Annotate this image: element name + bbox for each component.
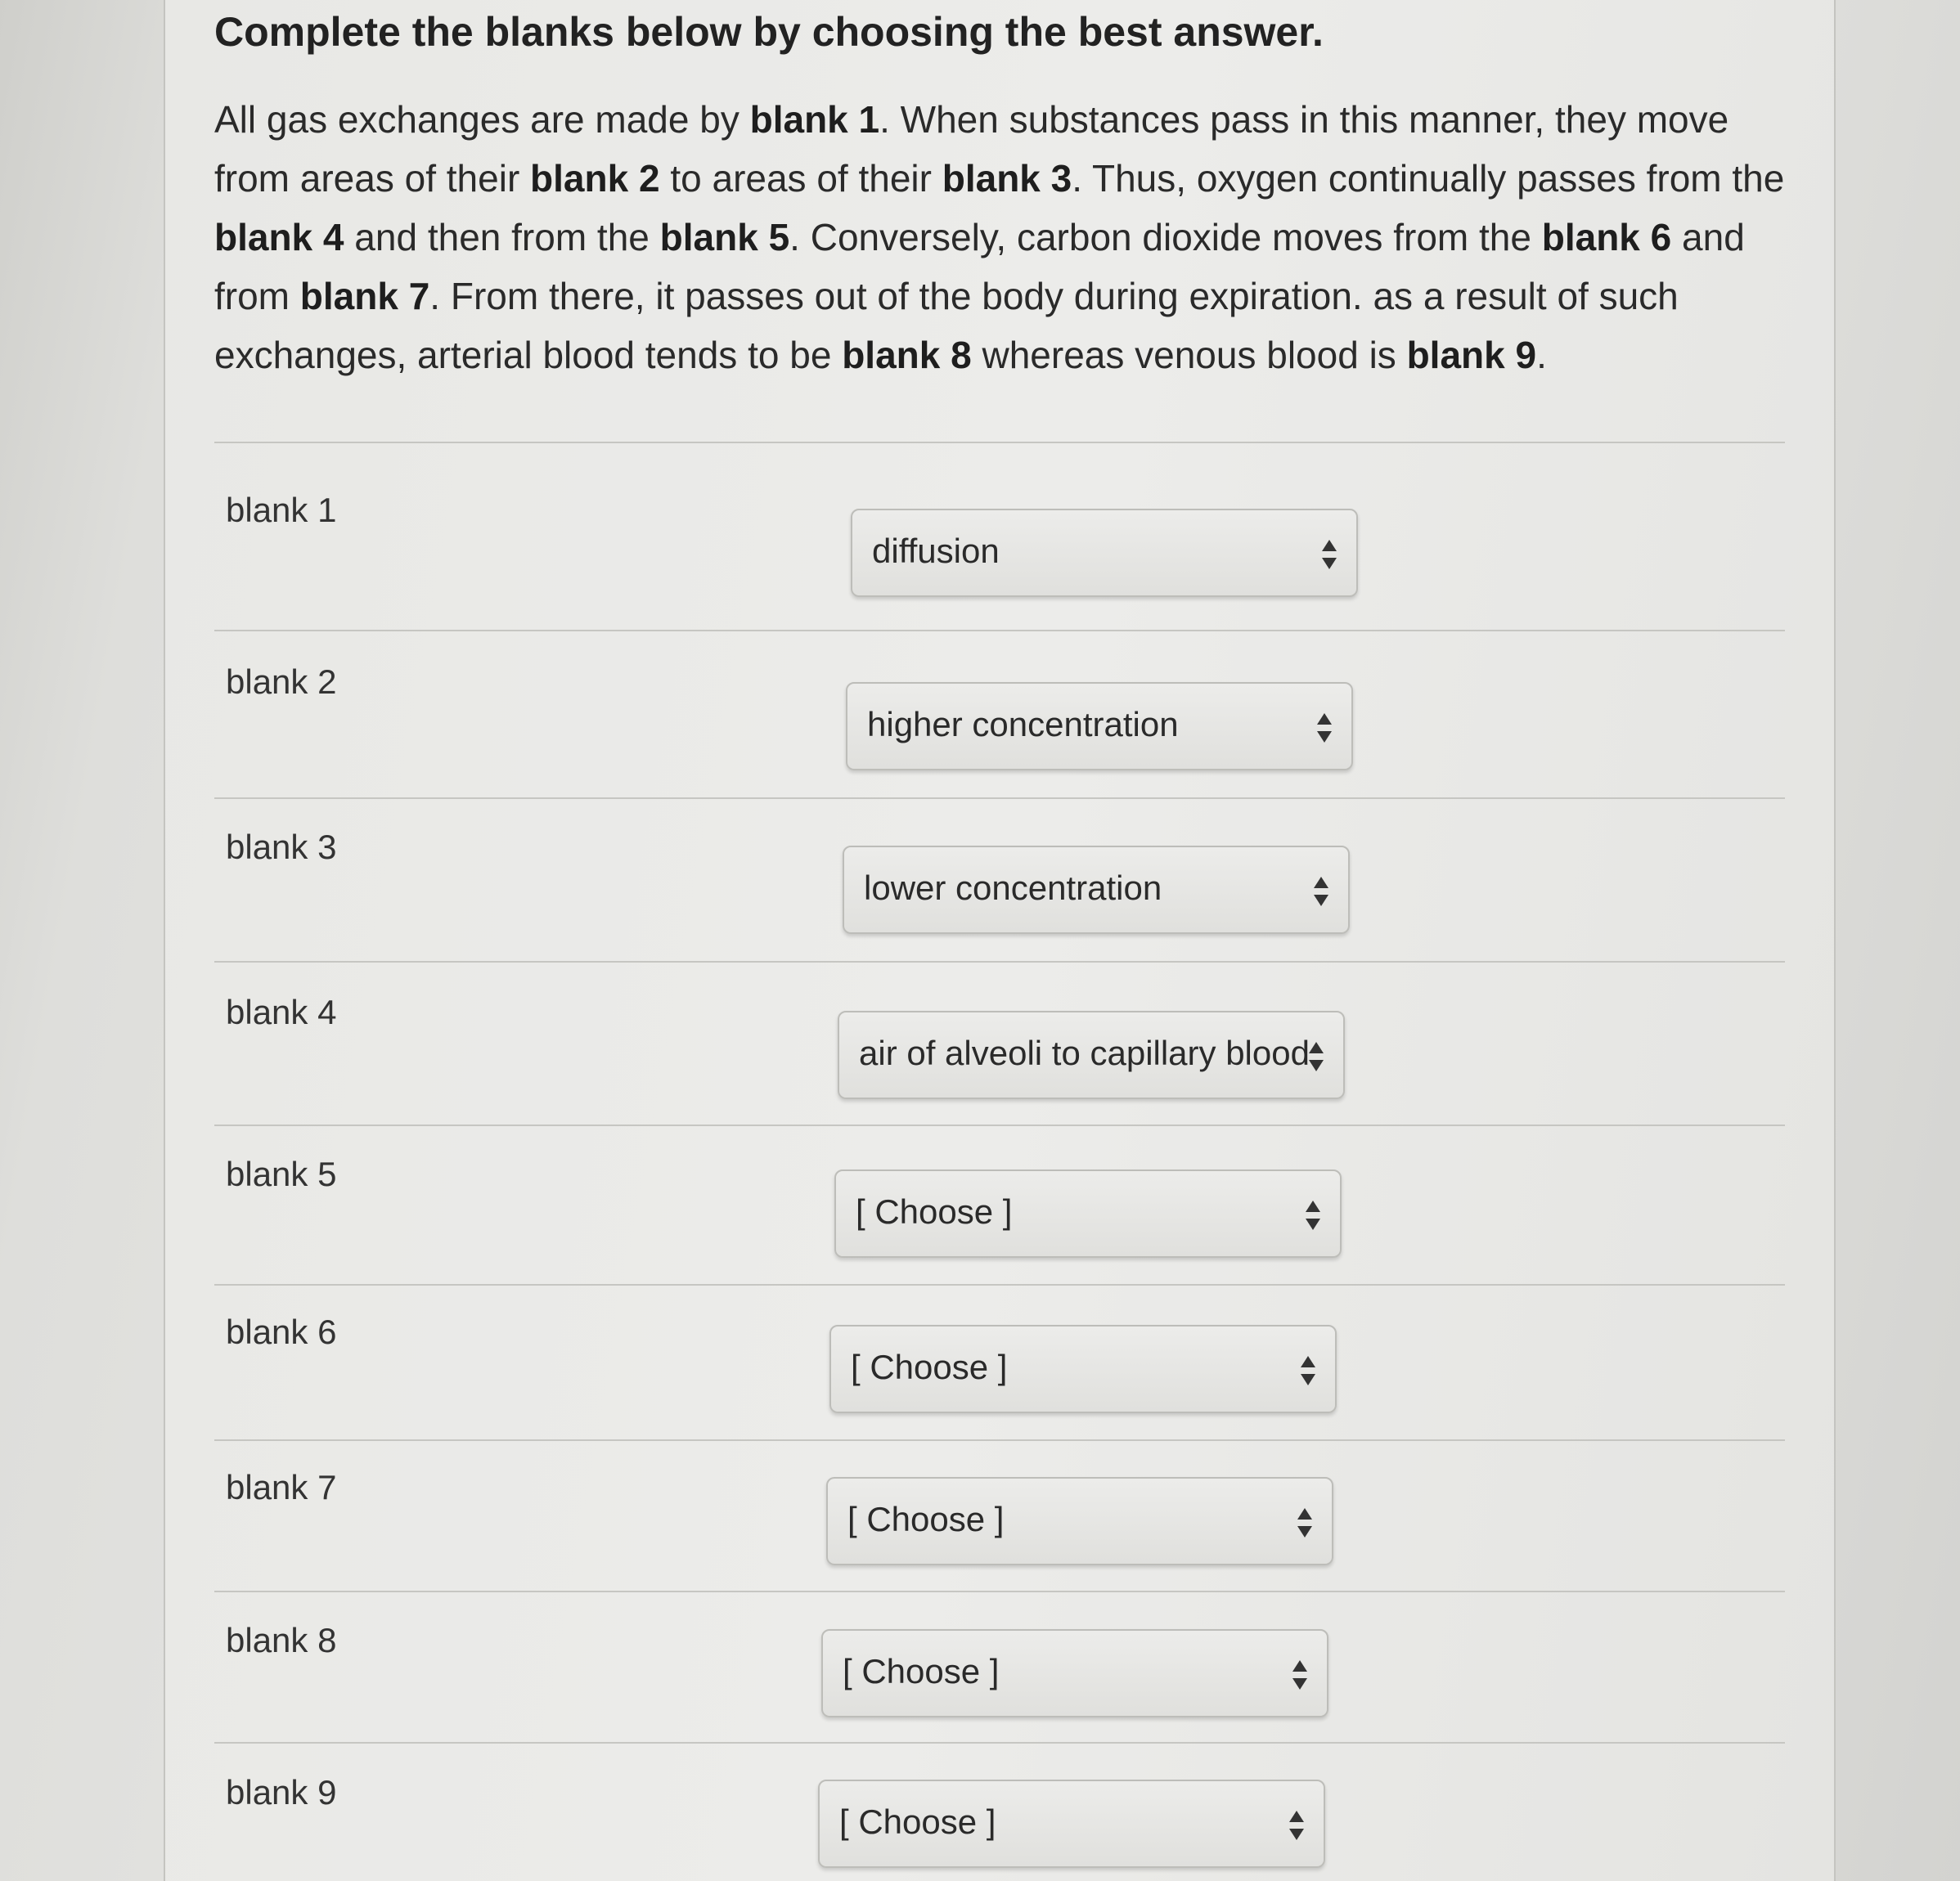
divider (214, 961, 1785, 963)
blank-3-select[interactable] (843, 846, 1350, 934)
passage-text: . Thus, oxygen continually passes from the (1072, 157, 1785, 200)
divider (214, 1591, 1785, 1592)
blank-4-selected-value: air of alveoli to capillary blood (859, 1034, 1310, 1072)
passage-blank-ref: blank 1 (749, 98, 880, 141)
blank-1-selected-value: diffusion (872, 532, 1000, 570)
up-down-arrows-icon (1296, 1506, 1314, 1539)
passage-text: and then from the (344, 216, 660, 258)
passage-blank-ref: blank 8 (842, 334, 972, 376)
passage-text: whereas venous blood is (971, 334, 1407, 376)
up-down-arrows-icon (1304, 1199, 1322, 1232)
blank-4-select[interactable] (838, 1011, 1345, 1099)
blank-8-label: blank 8 (226, 1621, 337, 1659)
blank-6-label: blank 6 (226, 1313, 337, 1351)
blank-5-select[interactable] (834, 1169, 1342, 1258)
blank-3-selected-value: lower concentration (864, 869, 1162, 907)
blank-9-label: blank 9 (226, 1773, 337, 1811)
blank-2-label: blank 2 (226, 662, 337, 701)
up-down-arrows-icon (1320, 538, 1338, 571)
up-down-arrows-icon (1315, 712, 1333, 744)
question-heading: Complete the blanks below by choosing the best answer. (214, 9, 1324, 55)
passage-blank-ref: blank 6 (1541, 216, 1672, 258)
blank-7-selected-value: [ Choose ] (847, 1500, 1005, 1538)
passage-text: to areas of their (659, 157, 942, 200)
passage-text: and from (214, 216, 1745, 317)
blank-1-label: blank 1 (226, 491, 337, 529)
up-down-arrows-icon (1307, 1040, 1325, 1073)
blank-2-select[interactable] (846, 682, 1353, 770)
blank-2-selected-value: higher concentration (867, 705, 1179, 743)
blank-5-label: blank 5 (226, 1155, 337, 1193)
passage-text: . When substances pass in this manner, they move from areas of their (214, 98, 1729, 200)
passage-blank-ref: blank 7 (299, 275, 430, 317)
divider (214, 1742, 1785, 1744)
passage-text: . (1536, 334, 1547, 376)
divider (214, 1284, 1785, 1286)
up-down-arrows-icon (1291, 1659, 1309, 1691)
blank-3-label: blank 3 (226, 828, 337, 866)
question-passage (214, 90, 1801, 384)
passage-text: . From there, it passes out of the body during expiration. as a result of such exchanges, arterial blood tends to be (214, 275, 1679, 376)
blank-5-selected-value: [ Choose ] (856, 1192, 1013, 1231)
blank-7-select[interactable] (826, 1477, 1333, 1565)
divider (214, 1125, 1785, 1126)
blank-1-select[interactable] (851, 509, 1358, 597)
up-down-arrows-icon (1299, 1354, 1317, 1387)
blank-6-selected-value: [ Choose ] (851, 1348, 1008, 1386)
up-down-arrows-icon (1288, 1809, 1306, 1842)
blank-4-label: blank 4 (226, 993, 337, 1031)
blank-6-select[interactable] (829, 1325, 1337, 1413)
blank-7-label: blank 7 (226, 1468, 337, 1506)
divider (214, 797, 1785, 799)
divider (214, 1439, 1785, 1441)
up-down-arrows-icon (1312, 875, 1330, 908)
blank-9-select[interactable] (818, 1780, 1325, 1868)
divider (214, 630, 1785, 631)
passage-blank-ref: blank 2 (530, 157, 660, 200)
passage-blank-ref: blank 4 (214, 216, 344, 258)
blank-9-selected-value: [ Choose ] (839, 1802, 996, 1841)
passage-blank-ref: blank 9 (1406, 334, 1537, 376)
passage-text: . Conversely, carbon dioxide moves from the (789, 216, 1542, 258)
blank-8-selected-value: [ Choose ] (843, 1652, 1000, 1690)
divider (214, 442, 1785, 443)
passage-text: All gas exchanges are made by (214, 98, 750, 141)
passage-blank-ref: blank 5 (659, 216, 790, 258)
blank-8-select[interactable] (821, 1629, 1328, 1717)
passage-blank-ref: blank 3 (942, 157, 1072, 200)
